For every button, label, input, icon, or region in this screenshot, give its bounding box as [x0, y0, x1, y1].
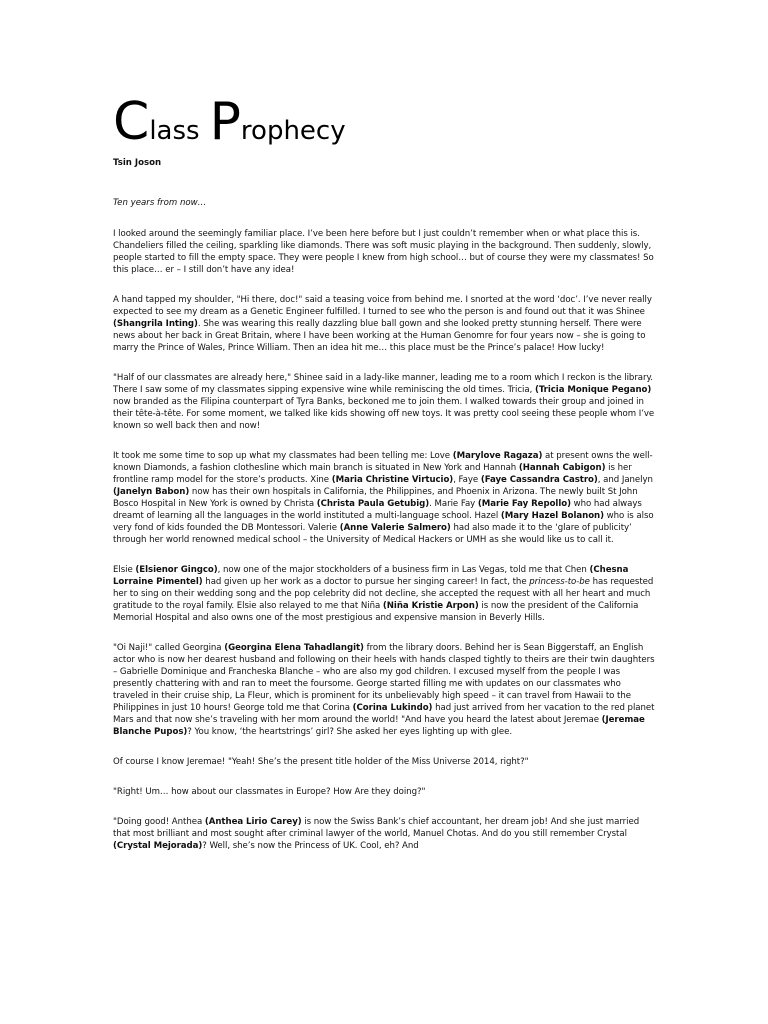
- title-initial-c: C: [113, 92, 150, 152]
- paragraph-text: A hand tapped my shoulder, "Hi there, doc!" said a teasing voice from behind me. I snorted at the word ‘doc’. I’ve never really expected to see my dream as a Genetic Engineer fulfilled. I turned to see who the person is and found out that it was Shinee: [113, 295, 652, 317]
- classmate-name: (Maria Christine Virtucio): [331, 475, 454, 485]
- paragraph-text: had also made it to the ‘glare of publicity’ through her world renowned medical school – the University of Medical Hackers or UMH as she would like us to call it.: [113, 523, 632, 545]
- classmate-name: (Marie Fay Repollo): [477, 499, 571, 509]
- classmate-name: (Mary Hazel Bolanon): [500, 511, 604, 521]
- paragraph-text: is now the Swiss Bank’s chief accountant, her dream job! And she just married that most brilliant and most sought after criminal lawyer of the world, Manuel Chotas. And do you still remember Crystal: [113, 817, 640, 839]
- paragraph-text: , Faye: [453, 475, 481, 485]
- classmate-name: (Chesna Lorraine Pimentel): [113, 565, 629, 587]
- classmate-name: (Georgina Elena Tahadlangit): [224, 643, 364, 653]
- paragraph-text: is her frontline ramp model for the store’s products. Xine: [113, 463, 632, 485]
- classmate-name: (Elsienor Gingco): [135, 565, 218, 575]
- intro-line: Ten years from now…: [113, 198, 207, 208]
- paragraph-text: . She was wearing this really dazzling blue ball gown and she looked pretty stunning herself. There were news about her back in Great Britain, where I have been working at the Human Genomre for four years now – she is going to marry the Prince of Wales, Prince William. Then an idea hit me… this place must be the Prince’s palace! How lucky!: [113, 319, 646, 353]
- paragraph-text: "Half of our classmates are already here," Shinee said in a lady-like manner, leading me to a room which I reckon is the library. There I saw some of my classmates sipping expensive wine while reminiscing the old times. Tricia,: [113, 373, 653, 395]
- classmate-name: (Niña Kristie Arpon): [382, 601, 479, 611]
- classmate-name: (Faye Cassandra Castro): [480, 475, 598, 485]
- paragraph-text: had just arrived from her vacation to the red planet Mars and that now she’s traveling with her mom around the world! "And have you heard the latest about Jeremae: [113, 703, 655, 725]
- paragraph-text: is now the president of the California Memorial Hospital and also owns one of the most prestigious and expensive mansion in Beverly Hills.: [113, 601, 639, 623]
- paragraph: [113, 756, 658, 768]
- title-word-rest-1: lass: [149, 116, 200, 146]
- paragraph-text: at present owns the well-known Diamonds, a fashion clothesline which main branch is situated in New York and Hannah: [113, 451, 653, 473]
- paragraph-text: "Right! Um… how about our classmates in Europe? How Are they doing?": [113, 787, 426, 797]
- classmate-name: (Marylove Ragaza): [452, 451, 543, 461]
- paragraph-text: Elsie: [113, 565, 136, 575]
- paragraph: [113, 450, 658, 546]
- document-title: [113, 92, 658, 152]
- paragraph-text: ? Well, she’s now the Princess of UK. Cool, eh? And: [202, 841, 419, 851]
- paragraph-text: has requested her to sing on their wedding song and the pop celebrity did not decline, she accepted the request with all her heart and much gratitude to the royal family. Elsie also relayed to me that Niña: [113, 577, 654, 611]
- classmate-name: (Crystal Mejorada): [113, 841, 203, 851]
- paragraph-text: ? You know, ‘the heartstrings’ girl? She asked her eyes lighting up with glee.: [187, 727, 513, 737]
- paragraph: [113, 228, 658, 276]
- author-name: Tsin Joson: [113, 158, 162, 168]
- paragraph-text: now has their own hospitals in California, the Philippines, and Phoenix in Arizona. The newly built St John Bosco Hospital in New York is owned by Christa: [113, 487, 638, 509]
- paragraph: [113, 372, 658, 432]
- title-word-rest-2: rophecy: [240, 116, 346, 146]
- classmate-name: (Jeremae Blanche Pupos): [113, 715, 645, 737]
- classmate-name: (Tricia Monique Pegano): [534, 385, 652, 395]
- paragraph-text: , now one of the major stockholders of a business firm in Las Vegas, told me that Chen: [217, 565, 590, 575]
- paragraph-text: "Doing good! Anthea: [113, 817, 205, 827]
- classmate-name: (Anthea Lirio Carey): [204, 817, 302, 827]
- paragraph-text: I looked around the seemingly familiar place. I’ve been here before but I just couldn’t remember when or what place this is. Chandeliers filled the ceiling, sparkling like diamonds. There was soft music playing in the background. Then suddenly, slowly, people started to fill the empty space. They were people I knew from high school… but of course they were my classmates! So this place… er – I still don’t have any idea!: [113, 229, 654, 275]
- paragraph: [113, 786, 658, 798]
- classmate-name: (Anne Valerie Salmero): [339, 523, 451, 533]
- paragraph-text: now branded as the Filipina counterpart of Tyra Banks, beckoned me to join them. I walked towards their group and joined in their tête-à-tête. For some moment, we talked like kids showing off new toys. It was pretty cool seeing these people whom I’ve known so well back then and now!: [113, 397, 655, 431]
- paragraph: [113, 294, 658, 354]
- classmate-name: (Corina Lukindo): [352, 703, 433, 713]
- paragraph-text: , and Janelyn: [597, 475, 653, 485]
- paragraph-text: who is also very fond of kids founded the DB Montessori. Valerie: [113, 511, 654, 533]
- classmate-name: (Hannah Cabigon): [518, 463, 606, 473]
- paragraph: [113, 564, 658, 624]
- title-initial-p: P: [209, 92, 241, 152]
- document-body: [113, 92, 658, 852]
- paragraph: [113, 816, 658, 852]
- paragraph-list: [113, 228, 658, 852]
- classmate-name: (Janelyn Babon): [113, 487, 190, 497]
- paragraph-text: had given up her work as a doctor to pursue her singing career! In fact, the: [202, 577, 530, 587]
- paragraph-text: . Marie Fay: [429, 499, 478, 509]
- classmate-name: (Shangrila Inting): [113, 319, 198, 329]
- paragraph-text: It took me some time to sop up what my classmates had been telling me: Love: [113, 451, 453, 461]
- paragraph: [113, 642, 658, 738]
- classmate-name: (Christa Paula Getubig): [316, 499, 430, 509]
- emphasis-text: princess-to-be: [529, 577, 590, 587]
- paragraph-text: Of course I know Jeremae! "Yeah! She’s the present title holder of the Miss Universe 2014, right?": [113, 757, 529, 767]
- paragraph-text: "Oi Naji!" called Georgina: [113, 643, 225, 653]
- paragraph-text: who had always dreamt of learning all the languages in the world instituted a multi-language school. Hazel: [113, 499, 642, 521]
- paragraph-text: from the library doors. Behind her is Sean Biggerstaff, an English actor who is now her dearest husband and following on their heels with hands clasped tightly to theirs are their twin daughters – Gabrielle Dominique and Francheska Blanche – who are also my god children. I excused myself from the people I was presently chattering with and ran to meet the foursome. George started filling me with updates on our classmates who traveled in their cruise ship, La Fleur, which is prominent for its unbelievably high speed – it can travel from Hawaii to the Philippines in just 10 hours! George told me that Corina: [113, 643, 655, 713]
